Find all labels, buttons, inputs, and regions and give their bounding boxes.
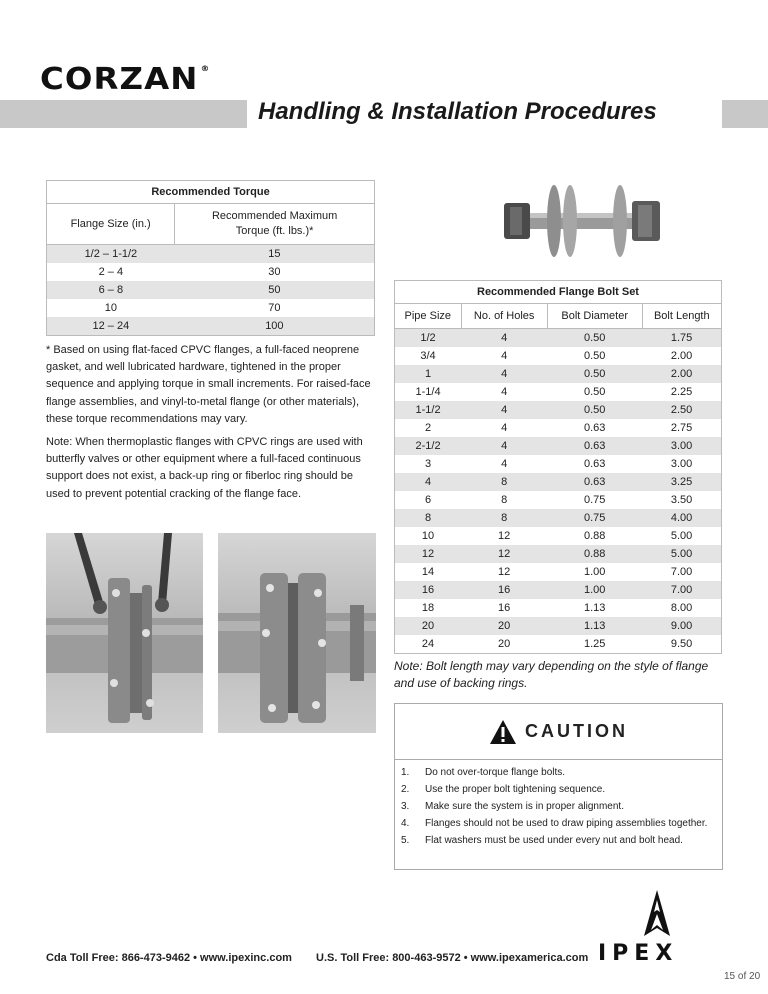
- torque-footnote: * Based on using flat-faced CPVC flanges, a full-faced neoprene gasket, and well lubricated hardware, tightened in the proper sequence and applying torque in small increments. For raised-face flange assemblies, and vinyl-to-metal flange (or other materials), these torque recommendations may vary.: [46, 344, 371, 425]
- table-cell: 0.50: [547, 347, 642, 365]
- table-row: [395, 473, 722, 491]
- table-row: [395, 527, 722, 545]
- table-cell: 8: [395, 509, 462, 527]
- table-cell: 7.00: [642, 581, 721, 599]
- table-cell: 24: [395, 635, 462, 654]
- table-cell: 4.00: [642, 509, 721, 527]
- thermoplastic-note: Note: When thermoplastic flanges with CPVC rings are used with butterfly valves or other equipment where a full-faced continuous support does not exist, a back-up ring or fiberloc ring should be used to prevent potential cracking of the flange face.: [46, 436, 363, 500]
- bolt-col-holes: No. of Holes: [461, 304, 547, 329]
- caution-list: [401, 766, 716, 851]
- list-item: 2. Use the proper bolt tightening sequence.: [401, 784, 606, 795]
- table-cell: 9.00: [642, 617, 721, 635]
- table-cell: 4: [395, 473, 462, 491]
- table-cell: 1.75: [642, 329, 721, 348]
- table-cell: 16: [461, 581, 547, 599]
- table-cell: 7.00: [642, 563, 721, 581]
- table-cell: 9.50: [642, 635, 721, 654]
- table-cell: 16: [395, 581, 462, 599]
- torque-table: [46, 180, 375, 336]
- table-cell: 1: [395, 365, 462, 383]
- table-cell: 0.63: [547, 473, 642, 491]
- ipex-logo: IPEX: [598, 941, 679, 966]
- table-cell: 8: [461, 473, 547, 491]
- table-row: [395, 635, 722, 654]
- bolt-set-photo: [498, 183, 664, 261]
- list-item: 3. Make sure the system is in proper alignment.: [401, 801, 624, 812]
- flange-wrench-photo: [46, 533, 203, 733]
- table-cell: 3/4: [395, 347, 462, 365]
- table-row: [395, 581, 722, 599]
- table-cell: 5.00: [642, 527, 721, 545]
- table-cell: 0.50: [547, 401, 642, 419]
- table-cell: 4: [461, 455, 547, 473]
- table-cell: 0.63: [547, 437, 642, 455]
- table-cell: 2.50: [642, 401, 721, 419]
- table-cell: 2.25: [642, 383, 721, 401]
- table-cell: 2: [395, 419, 462, 437]
- table-cell: 0.75: [547, 509, 642, 527]
- table-cell: 0.63: [547, 419, 642, 437]
- table-row: 12 – 24 100: [47, 317, 375, 336]
- table-row: [395, 455, 722, 473]
- table-cell: 3.00: [642, 437, 721, 455]
- table-row: [395, 509, 722, 527]
- table-row: [395, 563, 722, 581]
- page-number: 15 of 20: [724, 971, 761, 982]
- table-cell: 1-1/4: [395, 383, 462, 401]
- table-cell: 18: [395, 599, 462, 617]
- table-row: [395, 491, 722, 509]
- table-row: 1/2 – 1-1/2 15: [47, 245, 375, 264]
- table-cell: 12: [461, 563, 547, 581]
- caution-box: [394, 703, 723, 870]
- table-cell: 20: [395, 617, 462, 635]
- table-cell: 12: [461, 545, 547, 563]
- table-cell: 2.00: [642, 347, 721, 365]
- table-cell: 1.13: [547, 617, 642, 635]
- table-row: [395, 437, 722, 455]
- table-cell: 10: [395, 527, 462, 545]
- bolt-col-diameter: Bolt Diameter: [547, 304, 642, 329]
- ipex-logo-icon: [640, 890, 674, 938]
- corzan-logo: CORZAN ®: [40, 62, 211, 97]
- table-cell: 4: [461, 419, 547, 437]
- table-row: 6 – 8 50: [47, 281, 375, 299]
- table-row: [395, 347, 722, 365]
- table-cell: 1.25: [547, 635, 642, 654]
- table-cell: 4: [461, 437, 547, 455]
- table-cell: 6: [395, 491, 462, 509]
- bolt-col-pipe-size: Pipe Size: [395, 304, 462, 329]
- table-cell: 20: [461, 635, 547, 654]
- table-cell: 3.25: [642, 473, 721, 491]
- table-row: [395, 419, 722, 437]
- table-row: [395, 365, 722, 383]
- table-cell: 2.75: [642, 419, 721, 437]
- table-cell: 8: [461, 491, 547, 509]
- table-cell: 2.00: [642, 365, 721, 383]
- table-row: [395, 545, 722, 563]
- table-row: [395, 617, 722, 635]
- bolt-length-note: Note: Bolt length may vary depending on the style of flange and use of backing rings.: [394, 659, 709, 690]
- table-cell: 1.13: [547, 599, 642, 617]
- caution-title: CAUTION: [525, 721, 628, 741]
- table-row: [395, 599, 722, 617]
- table-cell: 3.50: [642, 491, 721, 509]
- list-item: 5. Flat washers must be used under every nut and bolt head.: [401, 835, 683, 846]
- table-cell: 4: [461, 401, 547, 419]
- torque-col-max-torque: Recommended Maximum Torque (ft. lbs.)*: [175, 204, 375, 245]
- table-cell: 3: [395, 455, 462, 473]
- list-item: 1. Do not over-torque flange bolts.: [401, 767, 566, 778]
- bolt-col-length: Bolt Length: [642, 304, 721, 329]
- table-cell: 1/2: [395, 329, 462, 348]
- page-title: Handling & Installation Procedures: [258, 98, 657, 125]
- table-row: [395, 329, 722, 348]
- table-cell: 0.63: [547, 455, 642, 473]
- bolt-set-table: [394, 280, 722, 654]
- table-cell: 0.88: [547, 545, 642, 563]
- table-cell: 16: [461, 599, 547, 617]
- table-cell: 4: [461, 347, 547, 365]
- table-cell: 12: [461, 527, 547, 545]
- table-cell: 8.00: [642, 599, 721, 617]
- table-cell: 4: [461, 329, 547, 348]
- header-band-right: [722, 100, 768, 128]
- table-cell: 20: [461, 617, 547, 635]
- table-row: 2 – 4 30: [47, 263, 375, 281]
- table-cell: 0.88: [547, 527, 642, 545]
- assembled-flange-photo: [218, 533, 376, 733]
- table-cell: 0.50: [547, 365, 642, 383]
- table-cell: 4: [461, 365, 547, 383]
- table-cell: 0.75: [547, 491, 642, 509]
- table-row: 10 70: [47, 299, 375, 317]
- table-cell: 1.00: [547, 563, 642, 581]
- torque-col-flange-size: Flange Size (in.): [47, 204, 175, 245]
- table-cell: 14: [395, 563, 462, 581]
- bolt-table-caption: Recommended Flange Bolt Set: [395, 281, 722, 304]
- table-cell: 12: [395, 545, 462, 563]
- footer-canada-contact: Cda Toll Free: 866-473-9462 • www.ipexinc.com: [46, 952, 292, 964]
- footer-us-contact: U.S. Toll Free: 800-463-9572 • www.ipexamerica.com: [316, 952, 589, 964]
- table-cell: 8: [461, 509, 547, 527]
- torque-table-caption: Recommended Torque: [47, 181, 375, 204]
- table-cell: 4: [461, 383, 547, 401]
- table-cell: 2-1/2: [395, 437, 462, 455]
- table-row: [395, 383, 722, 401]
- table-cell: 3.00: [642, 455, 721, 473]
- list-item: 4. Flanges should not be used to draw piping assemblies together.: [401, 818, 708, 829]
- table-cell: 0.50: [547, 383, 642, 401]
- header-band-left: [0, 100, 247, 128]
- caution-header: [395, 704, 722, 760]
- table-cell: 1-1/2: [395, 401, 462, 419]
- table-cell: 5.00: [642, 545, 721, 563]
- bolt-table-body: [395, 329, 722, 654]
- table-cell: 0.50: [547, 329, 642, 348]
- warning-icon: [489, 719, 517, 745]
- table-row: [395, 401, 722, 419]
- table-cell: 1.00: [547, 581, 642, 599]
